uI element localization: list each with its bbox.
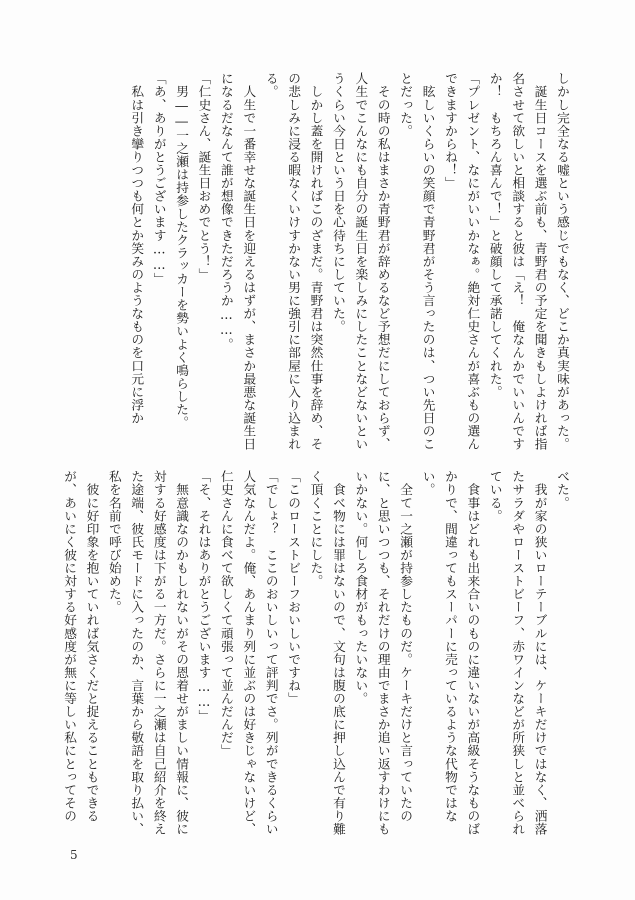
paragraph: 食べ物には罪はないので、文句は腹の底に押し込んで有り難く頂くことにした。 <box>308 470 346 836</box>
paragraph: しかし完全なる嘘という感じでもなく、どこか真実味があった。 <box>555 72 570 451</box>
paragraph: 全て一之瀬が持参したものだ。ケーキだけと言っていたのに、と思いつつも、それだけの理由でまさか追い返すわけにもいかない。何しろ食材がもったいない。 <box>353 470 414 836</box>
page-number: 5 <box>70 848 78 862</box>
paragraph: 無意識なのかもしれないがその恩着せがましい情報に、彼に対する好感度は下がる一方だ。さらに一之瀬は自己紹介を終えた途端、彼氏モードに入ったのか、言葉から敬語を取り払い、私を名前で呼び始めた。 <box>106 470 190 836</box>
paragraph: 彼に好印象を抱いていれば気さくだと捉えることもできるが、あいにく彼に対する好感度が無に等しい私にとってその <box>62 470 100 823</box>
paragraph: 眩しいくらいの笑顔で青野君がそう言ったのは、つい先日のことだった。 <box>398 72 436 451</box>
paragraph: 我が家の狭いローテーブルには、ケーキだけではなく、洒落たサラダやローストビーフ、赤ワインなどが所狭しと並べられている。 <box>487 470 548 836</box>
lower-text-block <box>58 470 573 840</box>
upper-text-block <box>58 72 573 455</box>
paragraph: 「このローストビーフおいしいですね」 <box>286 470 302 705</box>
paragraph: しかし蓋を開ければこのざまだ。青野君は突然仕事を辞め、その悲しみに浸る暇なくいけすかない男に強引に部屋に入り込まれる。 <box>263 72 324 451</box>
paragraph: 「そ、それはありがとうございます……」 <box>196 470 212 723</box>
paragraph: 「でしょ？ ここのおいしいって評判でさ。列ができるくらい人気なんだよ。俺、あんまり列に並ぶのは好きじゃないけど、仁史さんに食べて欲しくて頑張って並んだんだ」 <box>218 470 279 836</box>
paragraph: 私は引き攣りつつも何とか笑みのようなものを口元に浮か <box>129 72 145 425</box>
paragraph: 「あ、ありがとうございます……」 <box>151 72 167 286</box>
paragraph: 男――一之瀬は持参したクラッカーを勢いよく鳴らした。 <box>174 72 190 429</box>
paragraph: 誕生日コースを選ぶ前も、青野君の予定を聞きもしよければ指名させて欲しいと相談すると彼は「え！ 俺なんかでいいんですか！ もちろん喜んで！」と破顔して承諾してくれた。 <box>487 72 548 451</box>
paragraph: 食事はどれも出来合いのものに違いないが高級そうなものばかりで、間違ってもスーパーに売っているような代物ではない。 <box>420 470 481 836</box>
paragraph: その時の私はまさか青野君が辞めるなど予想だにしておらず、人生でこんなにも自分の誕生日を楽しみにしたことなどないというくらい今日という日を心待ちにしていた。 <box>330 72 391 451</box>
paragraph: 「仁史さん、誕生日おめでとう！」 <box>196 72 212 281</box>
paragraph: 「プレゼント、なにがいいかなぁ。絶対仁史さんが喜ぶもの選んできますからね！」 <box>442 72 481 451</box>
paragraph: べた。 <box>555 470 570 510</box>
paragraph: 人生で一番幸せな誕生日を迎えるはずが、まさか最悪な誕生日になるだなんて誰が想像できただろうか……。 <box>218 72 257 451</box>
